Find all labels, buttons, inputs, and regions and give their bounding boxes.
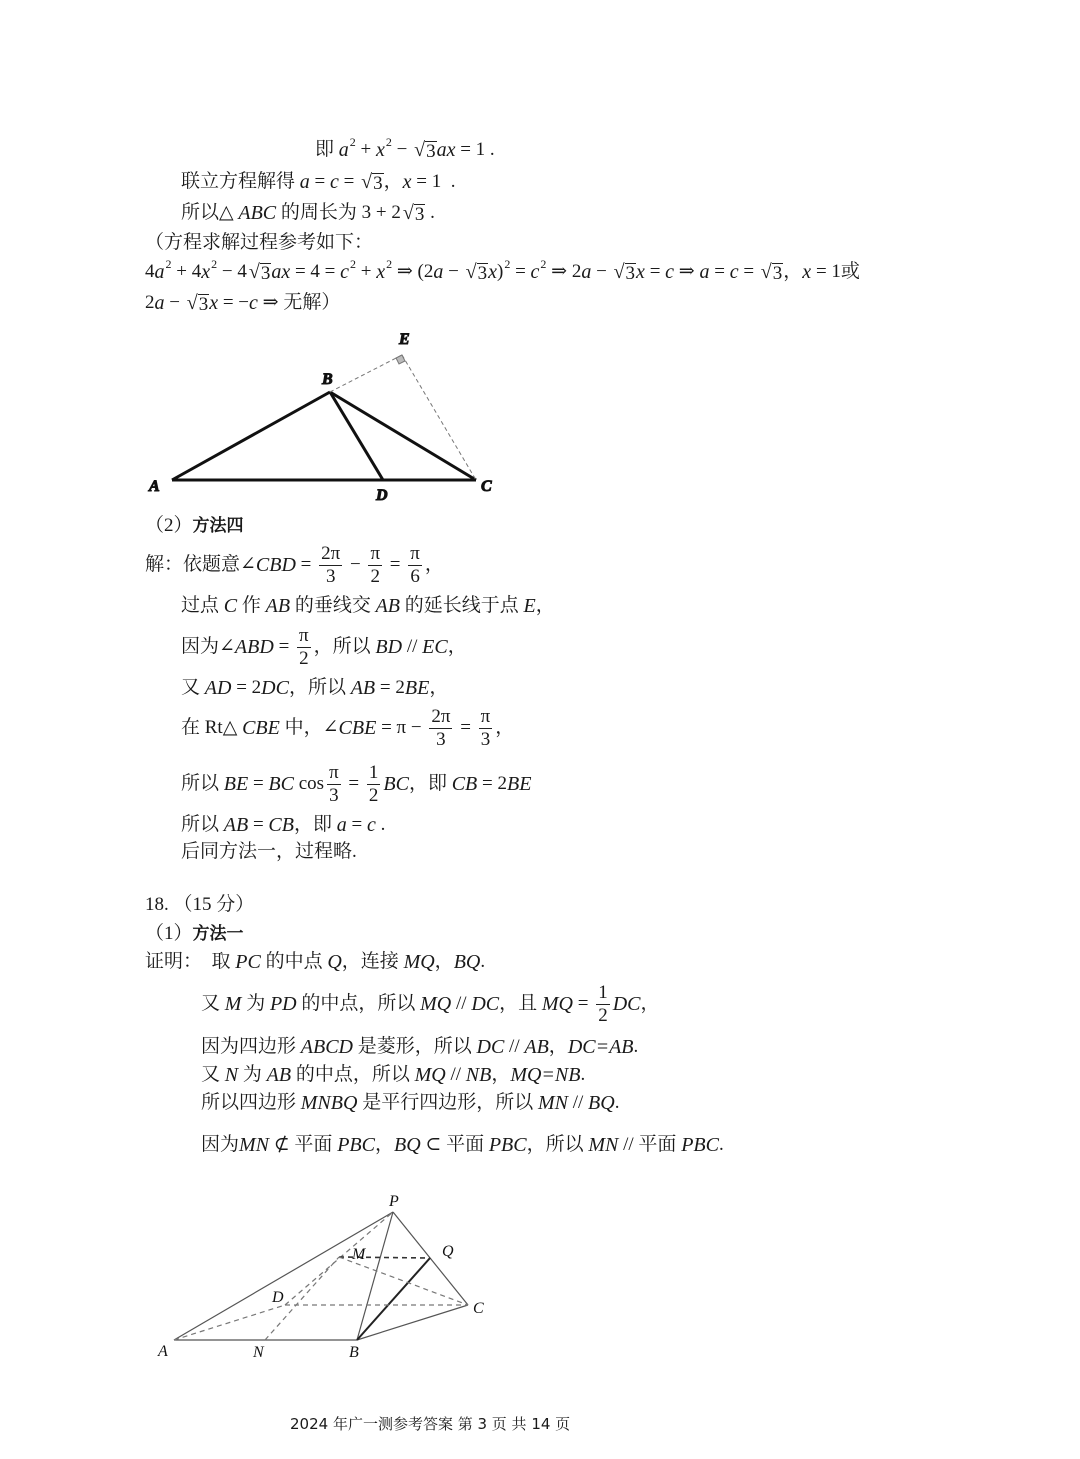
math-variable: BD: [375, 636, 403, 658]
text-run: 所以△: [181, 202, 239, 223]
text-run: ，即: [408, 773, 452, 794]
math-variable: AB: [265, 595, 291, 617]
pyramid-figure: [157, 1193, 484, 1361]
text-run: 的中点，所以: [291, 1064, 415, 1085]
text-run: 又: [201, 1064, 225, 1085]
text-run: ，: [424, 554, 444, 575]
math-variable: MNBQ: [300, 1092, 358, 1114]
text-run: 又: [181, 677, 205, 698]
math-variable: BQ: [393, 1134, 421, 1156]
math-variable: CBD: [255, 554, 296, 576]
right-angle-marker: [396, 355, 405, 364]
math-variable: BQ: [453, 951, 481, 973]
math-variable: MN: [588, 1134, 619, 1156]
text-run: = 1 .: [455, 139, 495, 160]
page-footer: 2024 年广一测参考答案 第 3 页 共 14 页: [290, 1415, 571, 1433]
text-run: =: [510, 261, 531, 282]
math-variable: E: [523, 595, 536, 617]
math-variable: AD: [204, 677, 232, 699]
text-run: 又: [201, 993, 225, 1014]
text-run: 所以四边形: [201, 1092, 301, 1113]
segment-ec-dashed: [402, 355, 476, 480]
text-run: −: [164, 292, 185, 313]
math-exponent: 2: [540, 257, 547, 271]
math-variable: x: [488, 261, 497, 283]
fraction-numerator: π: [299, 624, 309, 646]
fraction-numerator: 2π: [321, 542, 341, 564]
text-run: = −: [218, 292, 250, 313]
text-run: ，: [429, 677, 449, 698]
text-run: .: [633, 1036, 639, 1057]
sqrt-icon: √: [186, 292, 198, 314]
label-m: M: [352, 1246, 366, 1263]
text-run: cos: [293, 773, 325, 794]
text-run: ，所以: [526, 1134, 589, 1155]
text-run: −: [391, 139, 413, 160]
text-run: ，: [374, 1134, 394, 1155]
text-run: =: [346, 814, 367, 835]
text-run: ，所以: [288, 677, 351, 698]
math-variable: c: [340, 261, 350, 283]
fraction-denominator: 3: [325, 565, 336, 587]
math-variable: CB: [268, 814, 294, 836]
text-run: 的延长线于点: [400, 595, 524, 616]
label-d: D: [272, 1289, 284, 1306]
segment-bc: [330, 392, 476, 480]
text-run: ，: [447, 636, 467, 657]
fraction-denominator: 2: [370, 565, 380, 587]
text-run: = 1 .: [411, 171, 456, 192]
math-variable: EC: [422, 636, 448, 658]
math-variable: DC: [261, 677, 289, 699]
math-exponent: 2: [386, 257, 393, 271]
text-run: 中，∠: [279, 717, 339, 738]
sqrt-radicand: 3: [414, 204, 425, 225]
fraction-denominator: 2: [598, 1004, 608, 1026]
math-variable: MN: [537, 1092, 568, 1114]
sqrt-icon: √: [402, 202, 414, 224]
math-variable: MQ: [420, 993, 452, 1015]
text-run: =: [709, 261, 730, 282]
text-run: .: [480, 951, 486, 972]
label-n: N: [253, 1344, 264, 1361]
text-run: ，: [548, 1036, 568, 1057]
text-run: = 1或: [811, 261, 860, 282]
text-run: 后同方法一，过程略.: [181, 841, 357, 862]
math-variable: AB: [223, 814, 249, 836]
text-run: =: [343, 773, 364, 794]
label-e: E: [399, 331, 410, 348]
sqrt-icon: √: [361, 171, 373, 193]
edge-ad-dashed: [174, 1305, 285, 1340]
text-run: .: [718, 1134, 724, 1155]
label-d: D: [376, 487, 388, 504]
text-run: //: [402, 636, 423, 657]
text-run: （方程求解过程参考如下：: [145, 232, 374, 253]
math-variable: a: [433, 261, 444, 283]
math-variable: PD: [269, 993, 297, 1015]
text-run: =: [644, 261, 666, 282]
text-run: −: [591, 261, 612, 282]
math-variable: ax: [271, 261, 291, 283]
math-variable: a: [699, 261, 710, 283]
text-run: +: [355, 139, 376, 160]
text-run: =: [248, 773, 269, 794]
math-exponent: 2: [385, 135, 392, 149]
text-run: =: [572, 993, 594, 1014]
math-variable: a: [336, 814, 347, 836]
fraction-numerator: π: [329, 761, 339, 783]
text-run: 的中点，所以: [296, 993, 421, 1014]
text-run: = 2: [231, 677, 262, 698]
text-run: ⇒ 2: [546, 261, 582, 282]
label-c: C: [481, 478, 492, 495]
text-run: = 2: [375, 677, 405, 698]
math-variable: MN: [239, 1134, 270, 1156]
math-variable: ABCD: [300, 1036, 353, 1058]
text-run: ): [496, 261, 504, 282]
text-run: （1）: [145, 923, 193, 944]
text-run: = π −: [376, 717, 427, 738]
math-variable: a: [154, 292, 165, 314]
text-run: ，: [491, 1064, 511, 1085]
text-run: 作: [237, 595, 266, 616]
fraction-numerator: π: [480, 705, 491, 727]
sqrt-icon: √: [248, 261, 260, 283]
text-run: .: [375, 814, 386, 835]
text-run: 所以: [181, 773, 224, 794]
text-run: 因为∠: [181, 636, 235, 657]
text-run: ，连接: [341, 951, 404, 972]
fraction-numerator: 1: [368, 761, 379, 783]
text-run: ⇒: [674, 261, 700, 282]
math-variable: BC: [268, 773, 294, 795]
fraction-numerator: 1: [598, 981, 608, 1003]
text-run: =: [385, 554, 406, 575]
sqrt-icon: √: [613, 261, 625, 283]
text-run: ⊂ 平面: [420, 1134, 489, 1155]
text-run: 为: [238, 1064, 267, 1085]
math-variable: Q: [327, 951, 342, 973]
fraction-denominator: 3: [480, 728, 491, 750]
text-run: 2: [145, 292, 155, 313]
text-run: 的中点: [260, 951, 328, 972]
math-variable: c: [729, 261, 739, 283]
sqrt-icon: √: [414, 139, 426, 161]
math-variable: CBE: [242, 717, 280, 739]
text-run: 过点: [181, 595, 224, 616]
math-variable: AB: [375, 595, 401, 617]
text-run: ，: [383, 171, 403, 192]
math-variable: DC=AB: [567, 1036, 634, 1058]
math-variable: ax: [436, 139, 456, 161]
text-run: +: [356, 261, 377, 282]
math-variable: DC: [471, 993, 500, 1015]
segment-bd: [330, 392, 383, 480]
text-run: ，: [434, 951, 454, 972]
text-run: .: [614, 1092, 620, 1113]
label-p: P: [389, 1193, 399, 1210]
math-variable: CBE: [338, 717, 377, 739]
text-run: ，: [783, 261, 803, 282]
sqrt-radicand: 3: [373, 173, 383, 194]
math-variable: x: [375, 139, 385, 161]
text-run: 即: [315, 139, 339, 160]
fraction-denominator: 2: [299, 647, 309, 669]
fraction-denominator: 2: [368, 784, 379, 806]
text-run: ，且: [499, 993, 542, 1014]
sqrt-radicand: 3: [625, 263, 636, 284]
fraction-denominator: 6: [410, 565, 420, 587]
math-variable: MQ=NB: [510, 1064, 581, 1086]
text-run: //: [567, 1092, 589, 1113]
text-run: =: [295, 554, 317, 575]
section-heading: 方法一: [192, 924, 244, 944]
text-run: =: [455, 717, 476, 738]
math-variable: AB: [524, 1036, 549, 1058]
math-variable: DC: [476, 1036, 505, 1058]
segment-ab: [172, 392, 330, 480]
text-run: （2）: [145, 515, 193, 536]
text-run: ⊄ 平面: [269, 1134, 338, 1155]
math-variable: M: [224, 993, 242, 1015]
text-run: −: [443, 261, 464, 282]
math-variable: CB: [451, 773, 478, 795]
math-variable: PBC: [488, 1134, 527, 1156]
text-run: − 4: [217, 261, 247, 282]
text-run: ，所以: [313, 636, 376, 657]
text-run: 4: [145, 261, 155, 282]
text-run: 解：依题意∠: [145, 554, 256, 575]
math-variable: N: [224, 1064, 239, 1086]
math-variable: BE: [404, 677, 430, 699]
text-run: ，: [640, 993, 660, 1014]
text-run: =: [738, 261, 759, 282]
math-variable: BE: [223, 773, 249, 795]
label-b: B: [349, 1344, 359, 1361]
text-run: −: [345, 554, 366, 575]
sqrt-icon: √: [465, 261, 477, 283]
text-run: 的周长为 3 + 2: [276, 202, 401, 223]
fraction-numerator: π: [370, 542, 381, 564]
text-run: 因为: [201, 1134, 240, 1155]
fraction-numerator: π: [410, 542, 420, 564]
math-exponent: 2: [349, 135, 356, 149]
text-run: 的垂线交: [290, 595, 376, 616]
text-run: =: [338, 171, 360, 192]
text-run: 证明： 取: [145, 951, 236, 972]
label-c: C: [473, 1300, 484, 1317]
math-variable: x: [376, 261, 386, 283]
label-a: A: [158, 1343, 168, 1360]
math-variable: c: [530, 261, 540, 283]
math-variable: a: [154, 261, 165, 283]
math-exponent: 2: [504, 257, 511, 271]
text-run: // 平面: [618, 1134, 682, 1155]
text-run: =: [273, 636, 295, 657]
label-q: Q: [442, 1243, 454, 1260]
math-exponent: 2: [165, 257, 172, 271]
sqrt-radicand: 3: [426, 141, 436, 162]
math-variable: BE: [506, 773, 532, 795]
text-run: 在 Rt△: [181, 717, 243, 738]
text-run: ，即: [293, 814, 337, 835]
math-variable: AB: [350, 677, 376, 699]
math-variable: a: [581, 261, 592, 283]
sqrt-radicand: 3: [477, 263, 488, 284]
text-run: ，: [495, 717, 515, 738]
math-variable: PBC: [337, 1134, 375, 1156]
math-variable: ABD: [234, 636, 274, 658]
math-variable: MQ: [414, 1064, 446, 1086]
text-run: =: [248, 814, 269, 835]
text-run: ⇒ 无解）: [257, 292, 341, 313]
text-run: 联立方程解得: [181, 171, 300, 192]
edge-dp-dashed: [285, 1212, 393, 1305]
math-variable: BQ: [588, 1092, 615, 1114]
text-run: = 4 =: [290, 261, 341, 282]
section-heading: 方法四: [192, 516, 244, 536]
math-variable: PC: [235, 951, 261, 973]
text-run: .: [580, 1064, 586, 1085]
text-run: 是平行四边形，所以: [357, 1092, 538, 1113]
math-variable: c: [249, 292, 258, 314]
math-variable: x: [201, 261, 211, 283]
sqrt-radicand: 3: [198, 294, 209, 315]
math-variable: C: [223, 595, 238, 617]
math-exponent: 2: [211, 257, 218, 271]
text-run: 是菱形，所以: [352, 1036, 477, 1057]
edge-ap: [174, 1212, 393, 1340]
text-run: //: [504, 1036, 525, 1057]
label-b: B: [322, 371, 333, 388]
text-run: //: [451, 993, 472, 1014]
text-run: 18. （15 分）: [145, 894, 255, 915]
text-run: ⇒ (2: [392, 261, 434, 282]
segment-be-dashed: [330, 355, 402, 392]
math-variable: a: [299, 171, 310, 193]
math-variable: MQ: [403, 951, 435, 973]
math-variable: NB: [465, 1064, 492, 1086]
math-variable: ABC: [238, 202, 277, 224]
text-run: //: [445, 1064, 466, 1085]
text-run: = 2: [477, 773, 507, 794]
math-variable: c: [366, 814, 376, 836]
math-variable: DC: [612, 993, 641, 1015]
fraction-numerator: 2π: [431, 705, 451, 727]
math-variable: x: [636, 261, 645, 283]
text-run: 为: [241, 993, 270, 1014]
math-variable: c: [329, 171, 339, 193]
sqrt-radicand: 3: [772, 263, 783, 284]
fraction-denominator: 3: [436, 728, 446, 750]
text-run: + 4: [171, 261, 202, 282]
label-a: A: [149, 478, 160, 495]
math-variable: BC: [383, 773, 409, 795]
math-exponent: 2: [350, 257, 357, 271]
math-variable: x: [402, 171, 412, 193]
text-run: .: [425, 202, 435, 223]
sqrt-icon: √: [760, 261, 772, 283]
math-variable: c: [665, 261, 675, 283]
math-variable: a: [338, 139, 349, 161]
text-run: ，: [535, 595, 555, 616]
math-variable: PBC: [681, 1134, 719, 1156]
triangle-abc-figure: [148, 331, 492, 504]
text-run: 因为四边形: [201, 1036, 301, 1057]
math-variable: x: [209, 292, 219, 314]
math-variable: AB: [266, 1064, 292, 1086]
math-variable: x: [802, 261, 812, 283]
text-run: =: [309, 171, 330, 192]
sqrt-radicand: 3: [260, 263, 271, 284]
text-run: 所以: [181, 814, 224, 835]
fraction-denominator: 3: [329, 784, 339, 806]
math-variable: MQ: [541, 993, 573, 1015]
